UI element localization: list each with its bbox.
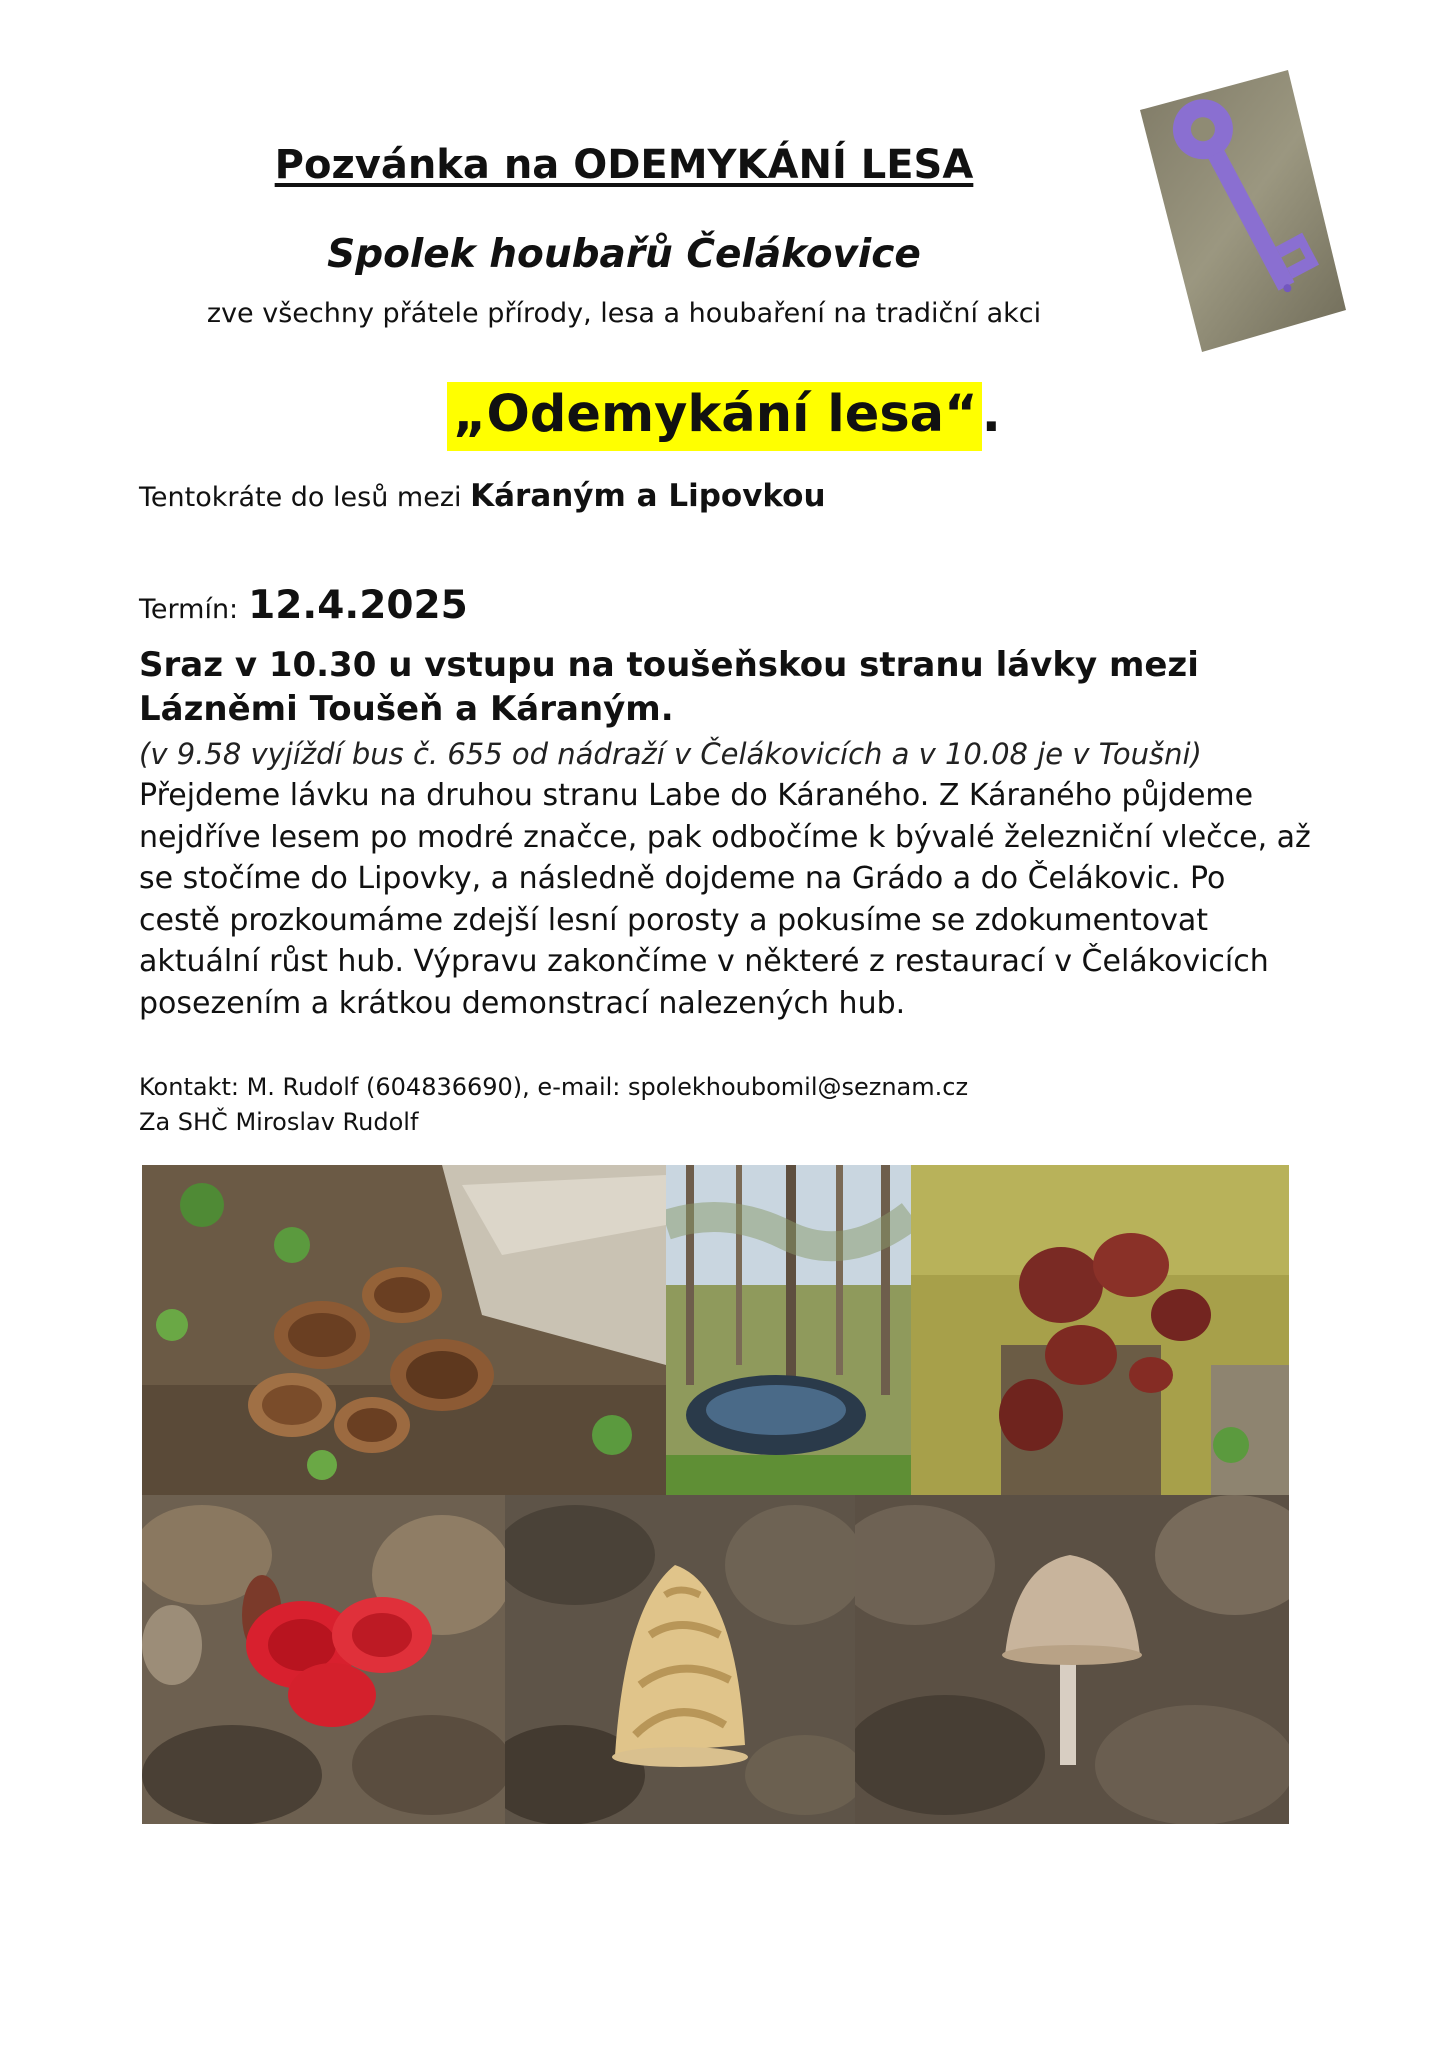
contact: [139, 1070, 968, 1140]
bus-note: (v 9.58 vyjíždí bus č. 655 od nádraží v Čelákovicích a v 10.08 je v Toušni): [139, 737, 1202, 771]
organizer-name: Spolek houbařů Čelákovice: [327, 232, 921, 277]
brown-cup-fungi-photo: [142, 1165, 666, 1495]
event-name-dot: .: [981, 385, 1001, 444]
page-title: Pozvánka na ODEMYKÁNÍ LESA: [274, 142, 974, 188]
description: [139, 775, 1319, 1024]
location-line: [139, 478, 826, 514]
date-label: Termín:: [139, 594, 239, 625]
meeting-line-2: Lázněmi Toušeň a Káraným.: [139, 689, 674, 729]
description-line: nejdříve lesem po modré značce, pak odbočíme k bývalé železniční vlečce, až: [139, 819, 1311, 855]
key-image: [1136, 68, 1350, 354]
contact-line: Kontakt: M. Rudolf (604836690), e-mail: spolekhoubomil@seznam.cz: [139, 1073, 969, 1101]
date-line: [139, 583, 468, 628]
description-line: Přejdeme lávku na druhou stranu Labe do Káraného. Z Káraného půjdeme: [139, 778, 1254, 813]
meeting-point: [139, 643, 1289, 731]
description-line: posezením a krátkou demonstrací nalezených hub.: [139, 985, 906, 1021]
morel-mushroom-photo: [505, 1495, 855, 1824]
date-value: 12.4.2025: [248, 583, 468, 628]
signature-line: Za SHČ Miroslav Rudolf: [139, 1108, 419, 1136]
pale-cap-mushroom-photo: [855, 1495, 1289, 1824]
jelly-ear-fungi-on-moss-photo: [911, 1165, 1289, 1495]
description-line: se stočíme do Lipovky, a následně dojdeme na Grádo a do Čelákovic. Po: [139, 861, 1226, 896]
scarlet-elf-cup-photo: [142, 1495, 505, 1824]
event-name-line: [0, 382, 1448, 451]
location-place: Káraným a Lipovkou: [470, 478, 826, 514]
description-line: cestě prozkoumáme zdejší lesní porosty a pokusíme se zdokumentovat: [139, 902, 1209, 938]
forest-stream-photo: [666, 1165, 911, 1495]
meeting-line-1: Sraz v 10.30 u vstupu na toušeňskou stranu lávky mezi: [139, 645, 1199, 685]
location-prefix: Tentokráte do lesů mezi: [139, 482, 462, 513]
intro-text: zve všechny přátele přírody, lesa a houbaření na tradiční akci: [206, 298, 1042, 329]
event-name: „Odemykání lesa“: [447, 382, 982, 451]
description-line: aktuální růst hub. Výpravu zakončíme v některé z restaurací v Čelákovicích: [139, 944, 1269, 979]
